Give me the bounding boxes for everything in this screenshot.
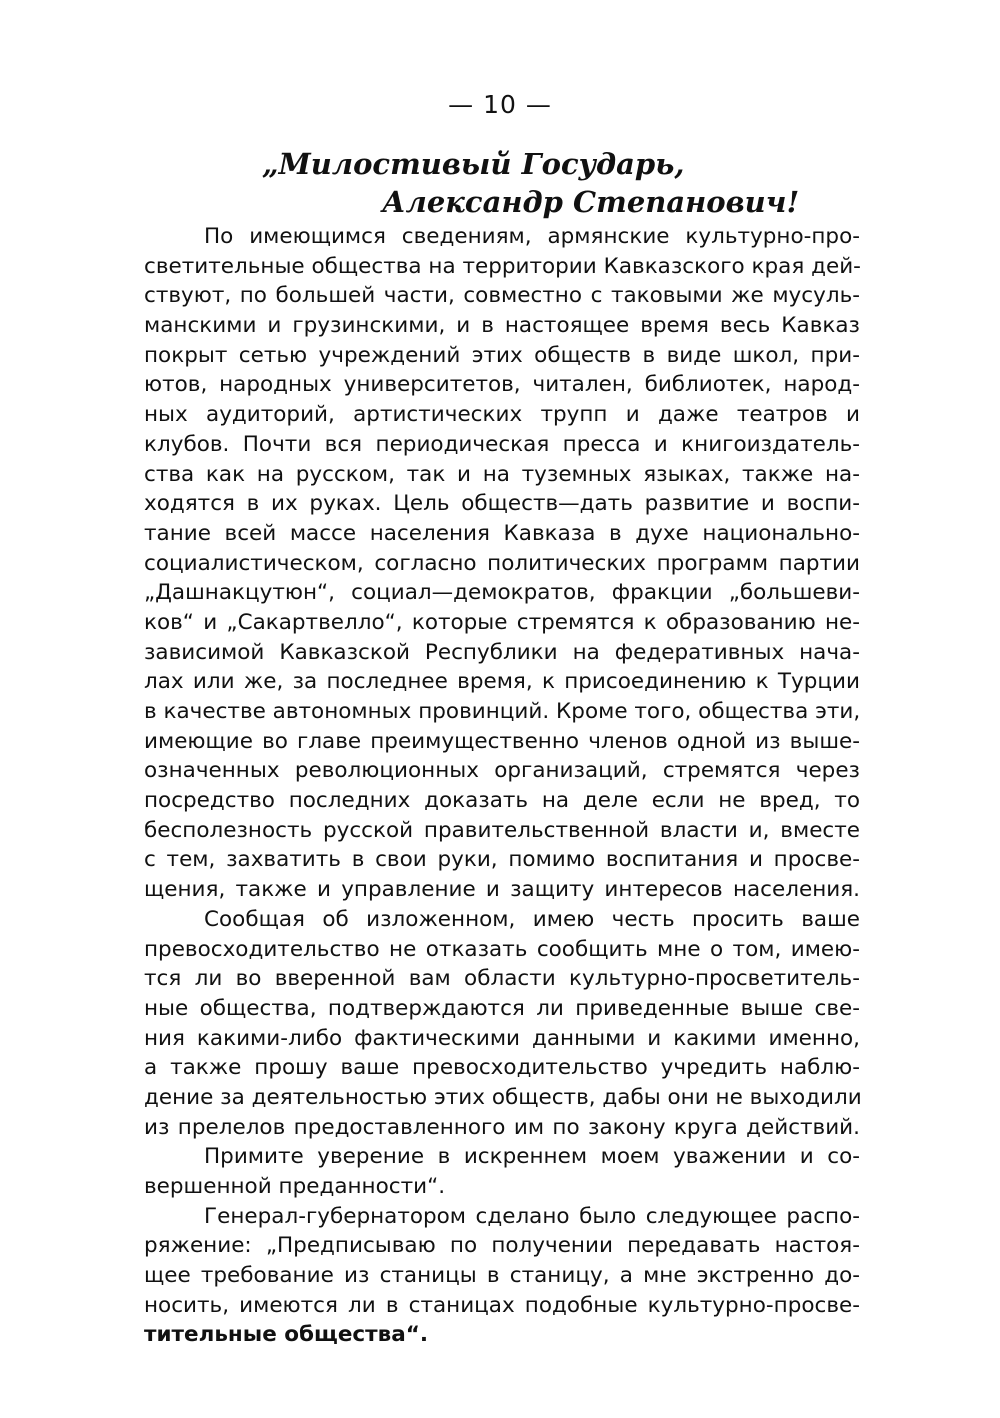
text-line: светительные общества на территории Кавказского края дей- — [144, 253, 861, 279]
page-number: — 10 — — [448, 90, 552, 119]
text-line: По имеющимся сведениям, армянские культурно-про- — [204, 224, 860, 249]
text-line: ков“ и „Сакартвелло“, которые стремятся к образованию не- — [144, 609, 860, 635]
text-line: превосходительство не отказать сообщить мне о том, имею- — [144, 936, 860, 962]
text-line: ния какими-либо фактическими данными и какими именно, — [144, 1025, 860, 1051]
text-line: „Дашнакцутюн“, социал—демократов, фракции „большеви- — [144, 580, 860, 606]
text-line: лах или же, за последнее время, к присоединению к Турции — [144, 669, 860, 695]
text-line: покрыт сетью учреждений этих обществ в виде школ, при- — [144, 342, 860, 368]
text-line: посредство последних доказать на деле если не вред, то — [144, 788, 860, 814]
text-line: вершенной преданности“. — [144, 1174, 446, 1199]
letter-body — [144, 222, 860, 1350]
text-line: Примите уверение в искреннем моем уважении и со- — [204, 1144, 860, 1170]
text-line: носить, имеются ли в станицах подобные культурно-просве- — [144, 1292, 860, 1318]
text-line: ряжение: „Предписываю по получении передавать настоя- — [144, 1233, 860, 1259]
text-line: Генерал-губернатором сделано было следующее распо- — [204, 1203, 860, 1229]
text-line: ютов, народных университетов, читален, библиотек, народ- — [144, 372, 860, 398]
text-line: ства как на русском, так и на туземных языках, также на- — [144, 461, 860, 487]
text-line: социалистическом, согласно политических программ партии — [144, 550, 860, 576]
text-line: означенных революционных организаций, стремятся через — [144, 758, 860, 784]
text-line: тся ли во вверенной вам области культурно-просветитель- — [144, 966, 860, 992]
text-line: тание всей массе населения Кавказа в духе национально- — [144, 520, 860, 546]
text-line: Сообщая об изложенном, имею честь просить ваше — [204, 906, 860, 932]
text-line: имеющие во главе преимущественно членов одной из выше- — [144, 728, 860, 754]
text-line: ствуют, по большей части, совместно с таковыми же мусуль- — [144, 283, 860, 309]
text-line: а также прошу ваше превосходительство учредить наблю- — [144, 1055, 860, 1081]
text-line: из прелелов предоставленного им по закону круга действий. — [144, 1114, 860, 1140]
text-line: в качестве автономных провинций. Кроме того, общества эти, — [144, 699, 861, 724]
salutation-line-1: „Милостивый Государь, — [262, 147, 685, 181]
text-line: щее требование из станицы в станицу, а мне экстренно до- — [144, 1263, 860, 1289]
salutation-line-2: Александр Степанович! — [382, 185, 800, 219]
text-line: манскими и грузинскими, и в настоящее время весь Кавказ — [144, 313, 860, 339]
text-line: ные общества, подтверждаются ли приведенные выше све- — [144, 995, 860, 1021]
text-line: клубов. Почти вся периодическая пресса и книгоиздатель- — [144, 431, 860, 457]
text-line: ходятся в их руках. Цель обществ—дать развитие и воспи- — [144, 491, 860, 517]
text-line: щения, также и управление и защиту интересов населения. — [144, 877, 860, 903]
text-line: бесполезность русской правительственной власти и, вместе — [144, 817, 860, 843]
text-line: с тем, захватить в свои руки, помимо воспитания и просве- — [144, 847, 860, 873]
text-line: ных аудиторий, артистических трупп и даже театров и — [144, 402, 860, 428]
text-line: дение за деятельностью этих обществ, дабы они не выходили — [144, 1084, 862, 1110]
text-line: тительные общества“. — [144, 1322, 429, 1348]
text-line: зависимой Кавказской Республики на федеративных нача- — [144, 639, 860, 665]
